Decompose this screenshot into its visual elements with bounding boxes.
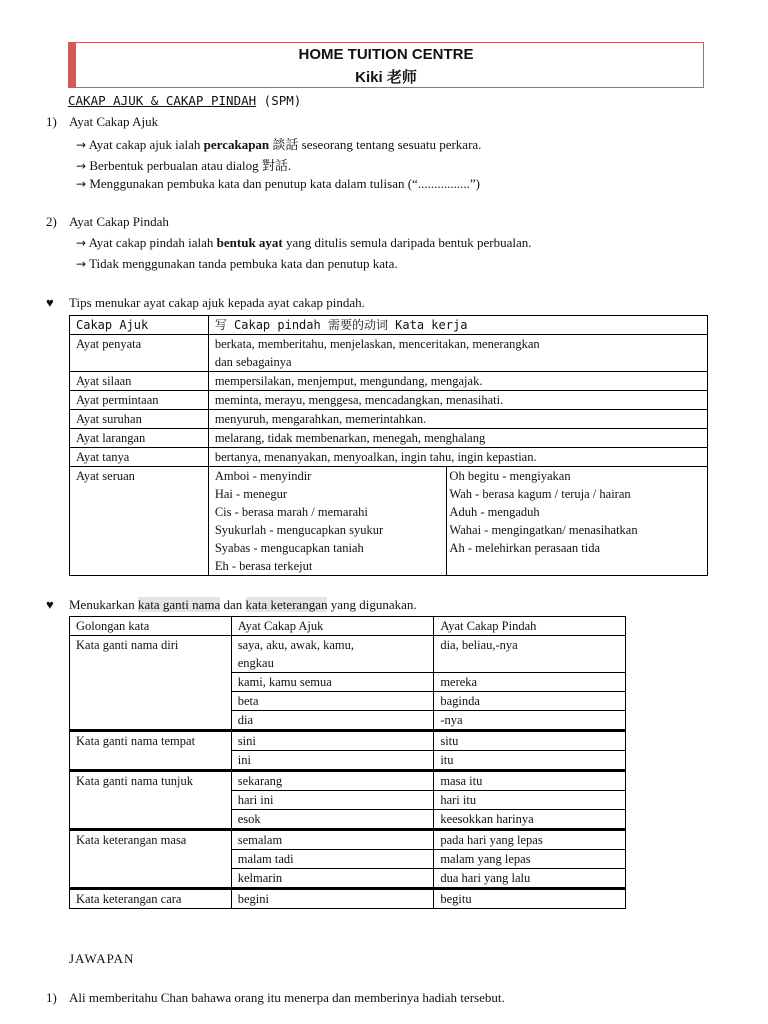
table-cell: Ayat penyata bbox=[70, 335, 209, 372]
group-label: Kata keterangan cara bbox=[70, 889, 232, 909]
table-cell: ini bbox=[231, 751, 434, 771]
cell-line: Wahai - mengingatkan/ menasihatkan bbox=[449, 523, 638, 537]
change-mid: dan bbox=[220, 597, 246, 612]
table-cell: Ayat silaan bbox=[70, 372, 209, 391]
verb-table bbox=[69, 315, 708, 576]
pronoun-table bbox=[69, 616, 626, 909]
item2-title: Ayat Cakap Pindah bbox=[69, 214, 169, 229]
table-row bbox=[70, 830, 626, 850]
table-cell: baginda bbox=[434, 692, 626, 711]
cell-line: berkata, memberitahu, menjelaskan, menceritakan, menerangkan bbox=[214, 337, 540, 351]
change-text bbox=[69, 597, 417, 613]
table-cell: Ayat seruan bbox=[70, 467, 209, 576]
table-cell: esok bbox=[231, 810, 434, 830]
section-title-main: CAKAP AJUK & CAKAP PINDAH bbox=[68, 93, 257, 108]
arrow-icon: → bbox=[76, 236, 87, 250]
table-cell: sekarang bbox=[231, 771, 434, 791]
cell-line: Eh - berasa terkejut bbox=[214, 559, 313, 573]
table-row bbox=[70, 636, 626, 673]
table-cell: masa itu bbox=[434, 771, 626, 791]
table-cell bbox=[231, 636, 434, 673]
table-cell bbox=[208, 335, 707, 372]
cell-line: dan sebagainya bbox=[214, 355, 292, 369]
table-cell: Ayat larangan bbox=[70, 429, 209, 448]
item1-b1-bold: percakapan bbox=[203, 137, 270, 152]
table-cell bbox=[208, 467, 447, 576]
table-row bbox=[70, 771, 626, 791]
arrow-icon: → bbox=[76, 257, 87, 271]
table-header-cell: Ayat Cakap Ajuk bbox=[231, 617, 434, 636]
table-cell: -nya bbox=[434, 711, 626, 731]
table-cell: mereka bbox=[434, 673, 626, 692]
table-cell: mempersilakan, menjemput, mengundang, mengajak. bbox=[208, 372, 707, 391]
header-box bbox=[68, 42, 704, 88]
item2-bullet1 bbox=[76, 235, 532, 251]
table-cell: pada hari yang lepas bbox=[434, 830, 626, 850]
table-row bbox=[70, 617, 626, 636]
table-row bbox=[70, 391, 708, 410]
change-highlight-2: kata keterangan bbox=[245, 597, 328, 612]
table-header-cell: Cakap Ajuk bbox=[70, 316, 209, 335]
table-row bbox=[70, 372, 708, 391]
table-cell: Ayat permintaan bbox=[70, 391, 209, 410]
item1-bullet1 bbox=[76, 134, 481, 153]
change-post: yang digunakan. bbox=[327, 597, 417, 612]
table-cell: dua hari yang lalu bbox=[434, 869, 626, 889]
item2-num: 2) bbox=[46, 214, 57, 229]
cell-line: Aduh - mengaduh bbox=[449, 505, 540, 519]
table-header-cell: 写 Cakap pindah 需要的动词 Kata kerja bbox=[208, 316, 707, 335]
table-header-cell: Golongan kata bbox=[70, 617, 232, 636]
table-cell: begini bbox=[231, 889, 434, 909]
cell-line: saya, aku, awak, kamu, bbox=[237, 638, 355, 652]
answer1-text: Ali memberitahu Chan bahawa orang itu menerpa dan memberinya hadiah tersebut. bbox=[69, 990, 505, 1005]
item1-title: Ayat Cakap Ajuk bbox=[69, 114, 159, 129]
table-header-cell: Ayat Cakap Pindah bbox=[434, 617, 626, 636]
item1-b2: Berbentuk perbualan atau dialog 對話. bbox=[89, 158, 292, 173]
item1-bullet3 bbox=[76, 176, 480, 192]
table-cell: semalam bbox=[231, 830, 434, 850]
item1-num: 1) bbox=[46, 114, 57, 129]
table-row bbox=[70, 889, 626, 909]
table-row bbox=[70, 429, 708, 448]
item2-b1-post: yang ditulis semula daripada bentuk perbualan. bbox=[282, 235, 532, 250]
cell-line: Cis - berasa marah / memarahi bbox=[214, 505, 368, 519]
table-cell: meminta, merayu, menggesa, mencadangkan, menasihati. bbox=[208, 391, 707, 410]
table-row bbox=[70, 467, 708, 576]
item1-b1-pre: Ayat cakap ajuk ialah bbox=[88, 137, 204, 152]
table-cell: beta bbox=[231, 692, 434, 711]
answer1-num: 1) bbox=[46, 990, 57, 1005]
section-title-suffix: (SPM) bbox=[256, 93, 302, 108]
item1-bullet2 bbox=[76, 155, 291, 174]
item2-b1-pre: Ayat cakap pindah ialah bbox=[88, 235, 217, 250]
heart-icon: ♥ bbox=[46, 295, 54, 310]
arrow-icon: → bbox=[76, 138, 87, 152]
item2-bullet2 bbox=[76, 256, 398, 272]
table-row bbox=[70, 448, 708, 467]
group-label: Kata ganti nama tunjuk bbox=[70, 771, 232, 830]
jawapan-heading: JAWAPAN bbox=[69, 951, 135, 966]
cell-line: Oh begitu - mengiyakan bbox=[449, 469, 571, 483]
item2-b1-bold: bentuk ayat bbox=[216, 235, 283, 250]
heart-icon: ♥ bbox=[46, 597, 54, 612]
table-row bbox=[70, 410, 708, 429]
section-title bbox=[68, 93, 301, 109]
arrow-icon: → bbox=[76, 159, 87, 173]
table-cell: keesokkan harinya bbox=[434, 810, 626, 830]
table-cell: sini bbox=[231, 731, 434, 751]
header-title: HOME TUITION CENTRE bbox=[298, 46, 474, 63]
table-row bbox=[70, 731, 626, 751]
cell-line: engkau bbox=[237, 656, 274, 670]
table-cell: dia bbox=[231, 711, 434, 731]
tips-text: Tips menukar ayat cakap ajuk kepada ayat cakap pindah. bbox=[69, 295, 365, 310]
table-cell: Ayat tanya bbox=[70, 448, 209, 467]
table-cell: Ayat suruhan bbox=[70, 410, 209, 429]
group-label: Kata ganti nama tempat bbox=[70, 731, 232, 771]
cell-line: Hai - menegur bbox=[214, 487, 288, 501]
change-pre: Menukarkan bbox=[69, 597, 138, 612]
cell-line: Syukurlah - mengucapkan syukur bbox=[214, 523, 384, 537]
table-cell: situ bbox=[434, 731, 626, 751]
table-cell: menyuruh, mengarahkan, memerintahkan. bbox=[208, 410, 707, 429]
item1-b1-post: 談話 seseorang tentang sesuatu perkara. bbox=[269, 137, 482, 152]
item1-b3: Menggunakan pembuka kata dan penutup kata dalam tulisan (“................”) bbox=[89, 176, 480, 191]
table-cell: kelmarin bbox=[231, 869, 434, 889]
cell-line: Wah - berasa kagum / teruja / hairan bbox=[449, 487, 631, 501]
table-cell: melarang, tidak membenarkan, menegah, menghalang bbox=[208, 429, 707, 448]
cell-line: Syabas - mengucapkan taniah bbox=[214, 541, 364, 555]
table-cell bbox=[447, 467, 708, 576]
group-label: Kata keterangan masa bbox=[70, 830, 232, 889]
item2-b2: Tidak menggunakan tanda pembuka kata dan penutup kata. bbox=[89, 256, 398, 271]
table-cell: dia, beliau,-nya bbox=[434, 636, 626, 673]
table-cell: begitu bbox=[434, 889, 626, 909]
table-cell: itu bbox=[434, 751, 626, 771]
table-cell: hari ini bbox=[231, 791, 434, 810]
header-subtitle: Kiki 老师 bbox=[355, 69, 417, 86]
arrow-icon: → bbox=[76, 177, 87, 191]
table-cell: kami, kamu semua bbox=[231, 673, 434, 692]
table-cell: bertanya, menanyakan, menyoalkan, ingin tahu, ingin kepastian. bbox=[208, 448, 707, 467]
change-highlight-1: kata ganti nama bbox=[137, 597, 221, 612]
table-cell: hari itu bbox=[434, 791, 626, 810]
table-cell: malam tadi bbox=[231, 850, 434, 869]
group-label: Kata ganti nama diri bbox=[70, 636, 232, 731]
table-row bbox=[70, 316, 708, 335]
table-cell: malam yang lepas bbox=[434, 850, 626, 869]
cell-line: Amboi - menyindir bbox=[214, 469, 312, 483]
cell-line: Ah - melehirkan perasaan tida bbox=[449, 541, 601, 555]
table-row bbox=[70, 335, 708, 372]
